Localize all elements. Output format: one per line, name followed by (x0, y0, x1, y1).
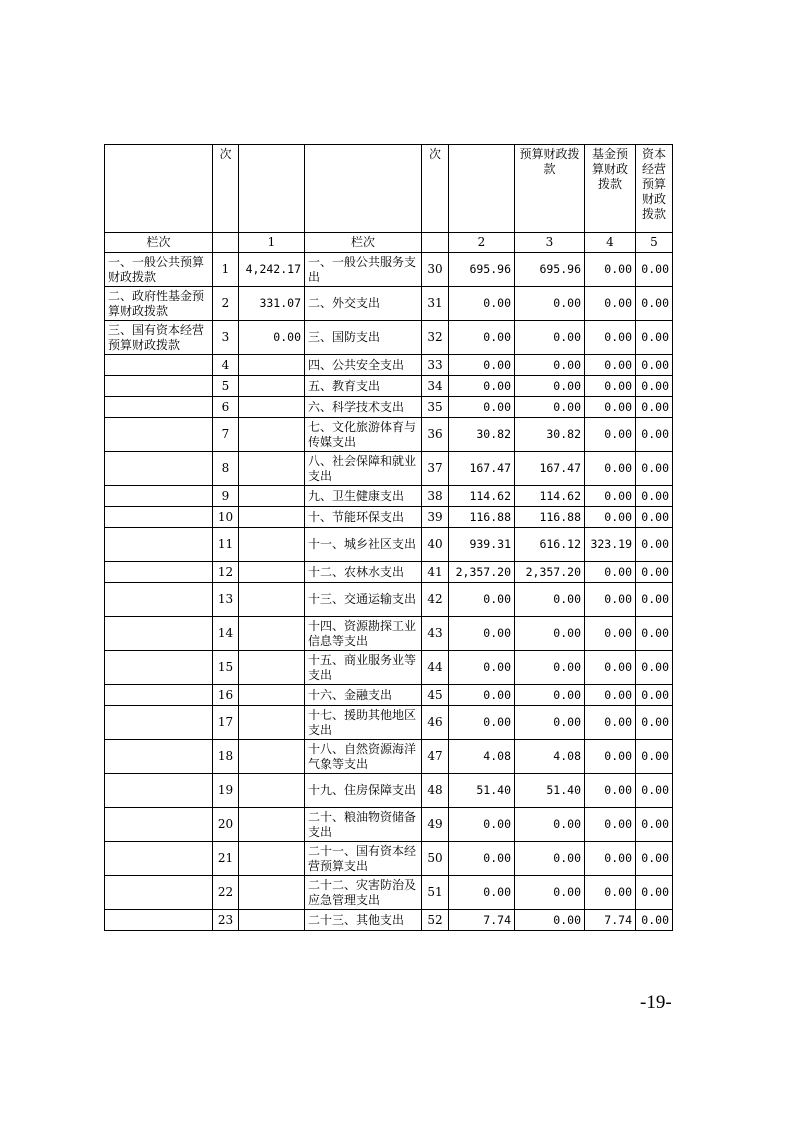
fund-budget-amount-cell: 0.00 (585, 808, 636, 842)
expenditure-item-cell: 二十一、国有资本经营预算支出 (305, 842, 422, 876)
total-amount-cell: 0.00 (449, 808, 515, 842)
income-item-cell (105, 583, 213, 617)
income-amount-cell (239, 528, 305, 562)
general-budget-amount-cell: 0.00 (515, 842, 585, 876)
expenditure-item-cell: 十五、商业服务业等支出 (305, 651, 422, 685)
capital-budget-amount-cell: 0.00 (636, 617, 673, 651)
fund-budget-amount-cell: 0.00 (585, 651, 636, 685)
capital-budget-amount-cell: 0.00 (636, 583, 673, 617)
expenditure-line-number-cell: 42 (422, 583, 449, 617)
header-cell (305, 145, 422, 233)
general-budget-amount-cell: 0.00 (515, 706, 585, 740)
general-budget-amount-cell: 51.40 (515, 774, 585, 808)
income-item-cell (105, 617, 213, 651)
income-line-number-cell: 8 (213, 452, 239, 486)
income-line-number-cell: 4 (213, 355, 239, 376)
total-amount-cell: 0.00 (449, 376, 515, 397)
income-amount-cell: 331.07 (239, 287, 305, 321)
income-amount-cell (239, 376, 305, 397)
header-cell (239, 145, 305, 233)
fund-budget-amount-cell: 0.00 (585, 418, 636, 452)
capital-budget-amount-cell: 0.00 (636, 287, 673, 321)
table-row (105, 774, 673, 808)
expenditure-item-cell: 九、卫生健康支出 (305, 486, 422, 507)
total-amount-cell: 0.00 (449, 355, 515, 376)
fund-budget-amount-cell: 0.00 (585, 507, 636, 528)
fund-budget-amount-cell: 0.00 (585, 740, 636, 774)
table-row (105, 321, 673, 355)
total-amount-cell: 0.00 (449, 706, 515, 740)
income-line-number-cell: 7 (213, 418, 239, 452)
total-amount-cell: 4.08 (449, 740, 515, 774)
total-amount-cell: 0.00 (449, 651, 515, 685)
capital-budget-amount-cell: 0.00 (636, 774, 673, 808)
income-item-cell (105, 418, 213, 452)
general-budget-amount-cell: 30.82 (515, 418, 585, 452)
expenditure-line-number-cell: 48 (422, 774, 449, 808)
fund-budget-amount-cell: 0.00 (585, 452, 636, 486)
fund-budget-amount-cell: 0.00 (585, 355, 636, 376)
fund-budget-amount-cell: 0.00 (585, 397, 636, 418)
income-item-cell: 一、一般公共预算财政拨款 (105, 253, 213, 287)
general-budget-amount-cell: 114.62 (515, 486, 585, 507)
fund-budget-amount-cell: 0.00 (585, 706, 636, 740)
income-item-cell (105, 528, 213, 562)
expenditure-item-cell: 二十、粮油物资储备支出 (305, 808, 422, 842)
income-line-number-cell: 1 (213, 253, 239, 287)
expenditure-item-cell: 十二、农林水支出 (305, 562, 422, 583)
expenditure-line-number-cell: 47 (422, 740, 449, 774)
income-item-cell: 三、国有资本经营预算财政拨款 (105, 321, 213, 355)
general-budget-amount-cell: 0.00 (515, 355, 585, 376)
general-budget-amount-cell: 0.00 (515, 617, 585, 651)
total-amount-cell: 51.40 (449, 774, 515, 808)
table-row (105, 910, 673, 931)
income-amount-cell (239, 583, 305, 617)
header-cell: 预算财政拨款 (515, 145, 585, 233)
fund-budget-amount-cell: 0.00 (585, 562, 636, 583)
income-item-cell (105, 740, 213, 774)
table-row (105, 562, 673, 583)
income-item-cell (105, 706, 213, 740)
capital-budget-amount-cell: 0.00 (636, 528, 673, 562)
general-budget-amount-cell: 0.00 (515, 876, 585, 910)
income-item-cell (105, 910, 213, 931)
total-amount-cell: 939.31 (449, 528, 515, 562)
table-row (105, 418, 673, 452)
total-amount-cell: 2,357.20 (449, 562, 515, 583)
table-row (105, 287, 673, 321)
income-amount-cell (239, 397, 305, 418)
expenditure-item-cell: 十三、交通运输支出 (305, 583, 422, 617)
income-item-cell (105, 452, 213, 486)
header-cell: 基金预算财政拨款 (585, 145, 636, 233)
general-budget-amount-cell: 0.00 (515, 321, 585, 355)
total-amount-cell: 0.00 (449, 287, 515, 321)
expenditure-item-cell: 十四、资源勘探工业信息等支出 (305, 617, 422, 651)
income-amount-cell (239, 562, 305, 583)
expenditure-item-cell: 四、公共安全支出 (305, 355, 422, 376)
table-row (105, 808, 673, 842)
fund-budget-amount-cell: 0.00 (585, 376, 636, 397)
income-line-number-cell: 15 (213, 651, 239, 685)
general-budget-amount-cell: 2,357.20 (515, 562, 585, 583)
column-number-cell (422, 233, 449, 253)
expenditure-line-number-cell: 41 (422, 562, 449, 583)
fund-budget-amount-cell: 323.19 (585, 528, 636, 562)
fund-budget-amount-cell: 0.00 (585, 583, 636, 617)
income-line-number-cell: 23 (213, 910, 239, 931)
expenditure-line-number-cell: 35 (422, 397, 449, 418)
fund-budget-amount-cell: 0.00 (585, 842, 636, 876)
expenditure-line-number-cell: 44 (422, 651, 449, 685)
income-line-number-cell: 20 (213, 808, 239, 842)
fund-budget-amount-cell: 0.00 (585, 287, 636, 321)
fund-budget-amount-cell: 0.00 (585, 774, 636, 808)
expenditure-item-cell: 二、外交支出 (305, 287, 422, 321)
income-line-number-cell: 2 (213, 287, 239, 321)
header-cell (105, 145, 213, 233)
table-row (105, 397, 673, 418)
general-budget-amount-cell: 695.96 (515, 253, 585, 287)
total-amount-cell: 114.62 (449, 486, 515, 507)
capital-budget-amount-cell: 0.00 (636, 376, 673, 397)
income-line-number-cell: 5 (213, 376, 239, 397)
general-budget-amount-cell: 0.00 (515, 287, 585, 321)
expenditure-line-number-cell: 34 (422, 376, 449, 397)
income-item-cell (105, 355, 213, 376)
capital-budget-amount-cell: 0.00 (636, 355, 673, 376)
income-line-number-cell: 22 (213, 876, 239, 910)
page-number: -19- (640, 992, 672, 1013)
expenditure-line-number-cell: 30 (422, 253, 449, 287)
general-budget-amount-cell: 0.00 (515, 685, 585, 706)
table-row (105, 617, 673, 651)
expenditure-item-cell: 七、文化旅游体育与传媒支出 (305, 418, 422, 452)
capital-budget-amount-cell: 0.00 (636, 418, 673, 452)
income-amount-cell (239, 842, 305, 876)
income-line-number-cell: 10 (213, 507, 239, 528)
table-row (105, 452, 673, 486)
column-number-cell: 栏次 (305, 233, 422, 253)
income-item-cell (105, 376, 213, 397)
capital-budget-amount-cell: 0.00 (636, 397, 673, 418)
expenditure-item-cell: 八、社会保障和就业支出 (305, 452, 422, 486)
capital-budget-amount-cell: 0.00 (636, 562, 673, 583)
income-line-number-cell: 14 (213, 617, 239, 651)
expenditure-item-cell: 五、教育支出 (305, 376, 422, 397)
expenditure-item-cell: 二十三、其他支出 (305, 910, 422, 931)
fund-budget-amount-cell: 0.00 (585, 617, 636, 651)
header-cell: 次 (422, 145, 449, 233)
expenditure-line-number-cell: 49 (422, 808, 449, 842)
expenditure-line-number-cell: 50 (422, 842, 449, 876)
income-item-cell (105, 397, 213, 418)
table-row (105, 528, 673, 562)
income-amount-cell: 0.00 (239, 321, 305, 355)
expenditure-item-cell: 六、科学技术支出 (305, 397, 422, 418)
general-budget-amount-cell: 0.00 (515, 651, 585, 685)
income-amount-cell (239, 774, 305, 808)
column-number-cell (213, 233, 239, 253)
income-item-cell: 二、政府性基金预算财政拨款 (105, 287, 213, 321)
capital-budget-amount-cell: 0.00 (636, 842, 673, 876)
income-amount-cell: 4,242.17 (239, 253, 305, 287)
income-amount-cell (239, 740, 305, 774)
capital-budget-amount-cell: 0.00 (636, 651, 673, 685)
capital-budget-amount-cell: 0.00 (636, 321, 673, 355)
income-amount-cell (239, 418, 305, 452)
income-amount-cell (239, 507, 305, 528)
capital-budget-amount-cell: 0.00 (636, 486, 673, 507)
income-item-cell (105, 774, 213, 808)
expenditure-line-number-cell: 36 (422, 418, 449, 452)
income-amount-cell (239, 486, 305, 507)
fund-budget-amount-cell: 0.00 (585, 876, 636, 910)
table-row (105, 740, 673, 774)
total-amount-cell: 167.47 (449, 452, 515, 486)
income-line-number-cell: 3 (213, 321, 239, 355)
expenditure-line-number-cell: 40 (422, 528, 449, 562)
total-amount-cell: 0.00 (449, 685, 515, 706)
column-number-cell: 4 (585, 233, 636, 253)
income-line-number-cell: 17 (213, 706, 239, 740)
capital-budget-amount-cell: 0.00 (636, 808, 673, 842)
table-row (105, 651, 673, 685)
table-row (105, 583, 673, 617)
total-amount-cell: 30.82 (449, 418, 515, 452)
income-item-cell (105, 808, 213, 842)
income-item-cell (105, 562, 213, 583)
fund-budget-amount-cell: 0.00 (585, 321, 636, 355)
capital-budget-amount-cell: 0.00 (636, 452, 673, 486)
income-line-number-cell: 19 (213, 774, 239, 808)
column-number-row (105, 233, 673, 253)
income-line-number-cell: 16 (213, 685, 239, 706)
fund-budget-amount-cell: 0.00 (585, 253, 636, 287)
total-amount-cell: 0.00 (449, 397, 515, 418)
general-budget-amount-cell: 167.47 (515, 452, 585, 486)
income-item-cell (105, 685, 213, 706)
expenditure-line-number-cell: 51 (422, 876, 449, 910)
expenditure-item-cell: 一、一般公共服务支出 (305, 253, 422, 287)
expenditure-line-number-cell: 39 (422, 507, 449, 528)
header-row (105, 145, 673, 233)
general-budget-amount-cell: 0.00 (515, 376, 585, 397)
income-item-cell (105, 842, 213, 876)
expenditure-item-cell: 二十二、灾害防治及应急管理支出 (305, 876, 422, 910)
table-row (105, 486, 673, 507)
table-row (105, 253, 673, 287)
expenditure-line-number-cell: 52 (422, 910, 449, 931)
income-amount-cell (239, 910, 305, 931)
column-number-cell: 2 (449, 233, 515, 253)
total-amount-cell: 116.88 (449, 507, 515, 528)
expenditure-item-cell: 十九、住房保障支出 (305, 774, 422, 808)
expenditure-item-cell: 十六、金融支出 (305, 685, 422, 706)
total-amount-cell: 0.00 (449, 583, 515, 617)
general-budget-amount-cell: 0.00 (515, 583, 585, 617)
fund-budget-amount-cell: 7.74 (585, 910, 636, 931)
table-row (105, 507, 673, 528)
total-amount-cell: 695.96 (449, 253, 515, 287)
table-row (105, 376, 673, 397)
expenditure-item-cell: 十一、城乡社区支出 (305, 528, 422, 562)
income-amount-cell (239, 617, 305, 651)
income-item-cell (105, 876, 213, 910)
table-row (105, 876, 673, 910)
income-line-number-cell: 12 (213, 562, 239, 583)
capital-budget-amount-cell: 0.00 (636, 507, 673, 528)
income-amount-cell (239, 808, 305, 842)
income-item-cell (105, 507, 213, 528)
total-amount-cell: 0.00 (449, 617, 515, 651)
capital-budget-amount-cell: 0.00 (636, 740, 673, 774)
expenditure-line-number-cell: 33 (422, 355, 449, 376)
income-amount-cell (239, 651, 305, 685)
expenditure-line-number-cell: 45 (422, 685, 449, 706)
income-line-number-cell: 13 (213, 583, 239, 617)
capital-budget-amount-cell: 0.00 (636, 876, 673, 910)
general-budget-amount-cell: 116.88 (515, 507, 585, 528)
capital-budget-amount-cell: 0.00 (636, 706, 673, 740)
general-budget-amount-cell: 0.00 (515, 808, 585, 842)
column-number-cell: 5 (636, 233, 673, 253)
general-budget-amount-cell: 0.00 (515, 397, 585, 418)
table-row (105, 842, 673, 876)
income-amount-cell (239, 876, 305, 910)
income-amount-cell (239, 685, 305, 706)
fund-budget-amount-cell: 0.00 (585, 486, 636, 507)
capital-budget-amount-cell: 0.00 (636, 910, 673, 931)
total-amount-cell: 0.00 (449, 321, 515, 355)
income-line-number-cell: 11 (213, 528, 239, 562)
header-cell: 资本经营预算财政拨款 (636, 145, 673, 233)
total-amount-cell: 7.74 (449, 910, 515, 931)
expenditure-line-number-cell: 32 (422, 321, 449, 355)
column-number-cell: 1 (239, 233, 305, 253)
capital-budget-amount-cell: 0.00 (636, 685, 673, 706)
expenditure-line-number-cell: 31 (422, 287, 449, 321)
income-amount-cell (239, 355, 305, 376)
expenditure-line-number-cell: 43 (422, 617, 449, 651)
income-amount-cell (239, 706, 305, 740)
expenditure-line-number-cell: 46 (422, 706, 449, 740)
general-budget-amount-cell: 4.08 (515, 740, 585, 774)
income-item-cell (105, 651, 213, 685)
expenditure-item-cell: 三、国防支出 (305, 321, 422, 355)
general-budget-amount-cell: 616.12 (515, 528, 585, 562)
total-amount-cell: 0.00 (449, 876, 515, 910)
total-amount-cell: 0.00 (449, 842, 515, 876)
general-budget-amount-cell: 0.00 (515, 910, 585, 931)
column-number-cell: 3 (515, 233, 585, 253)
expenditure-line-number-cell: 37 (422, 452, 449, 486)
expenditure-item-cell: 十八、自然资源海洋气象等支出 (305, 740, 422, 774)
income-line-number-cell: 18 (213, 740, 239, 774)
table-row (105, 685, 673, 706)
capital-budget-amount-cell: 0.00 (636, 253, 673, 287)
header-cell: 次 (213, 145, 239, 233)
income-item-cell (105, 486, 213, 507)
budget-table (104, 144, 673, 931)
header-cell (449, 145, 515, 233)
expenditure-line-number-cell: 38 (422, 486, 449, 507)
table-row (105, 706, 673, 740)
column-number-cell: 栏次 (105, 233, 213, 253)
table-row (105, 355, 673, 376)
income-line-number-cell: 21 (213, 842, 239, 876)
income-amount-cell (239, 452, 305, 486)
income-line-number-cell: 9 (213, 486, 239, 507)
expenditure-item-cell: 十七、援助其他地区支出 (305, 706, 422, 740)
income-line-number-cell: 6 (213, 397, 239, 418)
expenditure-item-cell: 十、节能环保支出 (305, 507, 422, 528)
fund-budget-amount-cell: 0.00 (585, 685, 636, 706)
